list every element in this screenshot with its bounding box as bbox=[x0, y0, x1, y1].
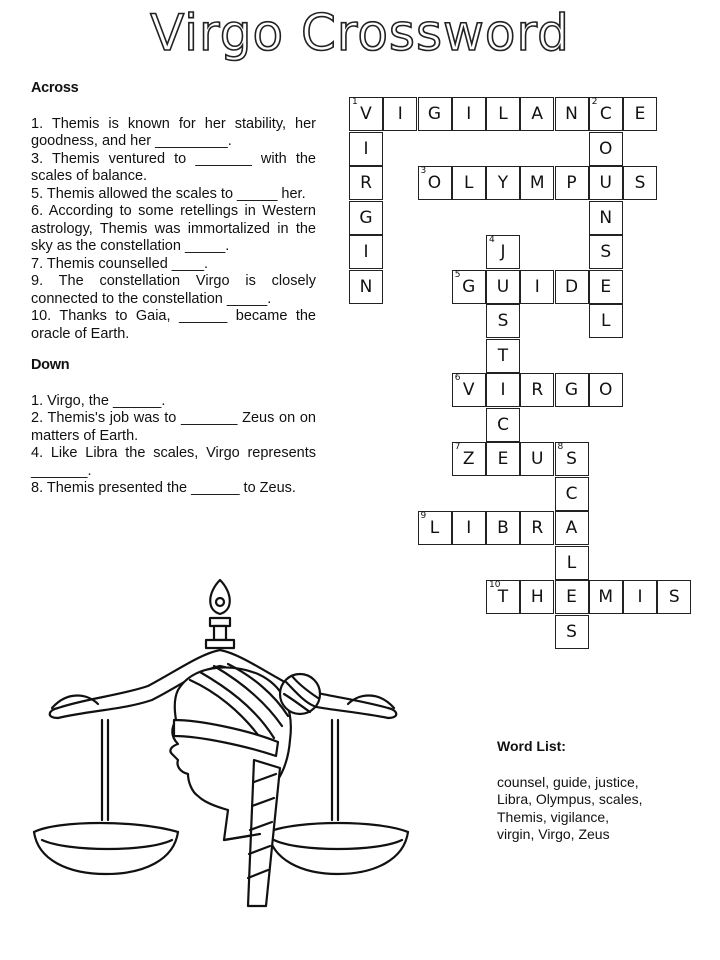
down-heading: Down bbox=[31, 357, 70, 373]
clue-across-1: 1. Themis is known for her stability, her goodness, and her _________. bbox=[31, 115, 316, 149]
grid-cell bbox=[486, 373, 520, 407]
cell-letter: G bbox=[427, 104, 442, 124]
cell-letter: N bbox=[565, 104, 578, 124]
clue-across-9: 9. The constellation Virgo is closely connected to the constellation _____. bbox=[31, 273, 316, 307]
grid-cell bbox=[452, 442, 486, 476]
cell-letter: R bbox=[360, 173, 372, 193]
grid-cell bbox=[486, 304, 520, 338]
cell-letter: I bbox=[466, 518, 472, 538]
grid-cell bbox=[418, 511, 452, 545]
grid-cell bbox=[589, 270, 623, 304]
cell-letter: S bbox=[634, 173, 646, 193]
grid-cell bbox=[418, 166, 452, 200]
cell-letter: R bbox=[531, 518, 544, 538]
grid-cell bbox=[349, 235, 383, 269]
grid-cell bbox=[486, 511, 520, 545]
grid-cell bbox=[623, 580, 657, 614]
grid-cell bbox=[486, 235, 520, 269]
themis-scales-icon bbox=[28, 570, 418, 915]
word-list-heading: Word List: bbox=[497, 738, 566, 754]
clue-number: 7 bbox=[454, 442, 461, 452]
grid-cell bbox=[555, 615, 589, 649]
grid-cell bbox=[520, 580, 554, 614]
clue-across-6: 6. According to some retellings in Western astrology, Themis was immortalized in the sky as the constellation _____. bbox=[31, 203, 316, 254]
cell-letter: T bbox=[497, 345, 509, 366]
cell-letter: P bbox=[566, 173, 577, 193]
grid-cell bbox=[589, 304, 623, 338]
clue-number: 6 bbox=[454, 373, 461, 383]
grid-cell bbox=[657, 580, 691, 614]
across-heading: Across bbox=[31, 80, 79, 96]
grid-cell bbox=[520, 166, 554, 200]
cell-letter: E bbox=[497, 449, 509, 469]
cell-letter: Y bbox=[497, 173, 509, 193]
cell-letter: M bbox=[529, 173, 545, 193]
word-list bbox=[497, 738, 647, 844]
cell-letter: C bbox=[565, 483, 578, 504]
grid-cell bbox=[623, 166, 657, 200]
grid-cell bbox=[383, 97, 417, 131]
clue-across-3: 3. Themis ventured to _______ with the scales of balance. bbox=[31, 150, 316, 184]
grid-cell bbox=[589, 201, 623, 235]
cell-letter: J bbox=[500, 242, 506, 262]
cell-letter: A bbox=[531, 104, 544, 124]
grid-cell bbox=[486, 408, 520, 442]
grid-cell bbox=[555, 546, 589, 580]
word-list-text: counsel, guide, justice, Libra, Olympus, scales, Themis, vigilance, virgin, Virgo, Zeus bbox=[497, 773, 643, 842]
grid-cell bbox=[555, 166, 589, 200]
grid-cell bbox=[555, 270, 589, 304]
cell-letter: E bbox=[566, 587, 577, 607]
clue-across-5: 5. Themis allowed the scales to _____ her. bbox=[31, 185, 306, 202]
cell-letter: L bbox=[498, 104, 508, 124]
cell-letter: U bbox=[496, 276, 510, 297]
grid-cell bbox=[520, 373, 554, 407]
cell-letter: G bbox=[359, 207, 373, 228]
grid-cell bbox=[555, 442, 589, 476]
grid-cell bbox=[520, 442, 554, 476]
grid-cell bbox=[349, 97, 383, 131]
clue-number: 10 bbox=[489, 580, 501, 590]
grid-cell bbox=[623, 97, 657, 131]
grid-cell bbox=[589, 97, 623, 131]
grid-cell bbox=[555, 580, 589, 614]
grid-cell bbox=[486, 442, 520, 476]
grid-cell bbox=[589, 373, 623, 407]
grid-cell bbox=[486, 166, 520, 200]
cell-letter: M bbox=[598, 587, 614, 607]
cell-letter: R bbox=[531, 380, 544, 400]
clue-number: 3 bbox=[420, 166, 427, 176]
grid-cell bbox=[452, 270, 486, 304]
grid-cell bbox=[349, 132, 383, 166]
cell-letter: A bbox=[565, 518, 578, 538]
cell-letter: U bbox=[531, 449, 544, 469]
cell-letter: E bbox=[600, 276, 612, 297]
grid-cell bbox=[520, 270, 554, 304]
grid-cell bbox=[589, 235, 623, 269]
cell-letter: I bbox=[466, 104, 472, 124]
cell-letter: N bbox=[359, 276, 373, 297]
cell-letter: N bbox=[599, 207, 613, 228]
grid-cell bbox=[555, 373, 589, 407]
grid-cell bbox=[520, 97, 554, 131]
clue-number: 9 bbox=[420, 511, 427, 521]
clue-number: 2 bbox=[591, 97, 598, 107]
cell-letter: V bbox=[462, 380, 475, 400]
clue-down-1: 1. Virgo, the ______. bbox=[31, 392, 166, 409]
cell-letter: L bbox=[464, 173, 474, 193]
clue-number: 4 bbox=[489, 235, 495, 245]
grid-cell bbox=[452, 97, 486, 131]
grid-cell bbox=[452, 166, 486, 200]
clue-down-4: 4. Like Libra the scales, Virgo represents _______. bbox=[31, 445, 316, 479]
cell-letter: O bbox=[599, 380, 613, 400]
cell-letter: I bbox=[397, 104, 403, 124]
clue-number: 8 bbox=[557, 442, 564, 452]
grid-cell bbox=[349, 201, 383, 235]
cell-letter: G bbox=[462, 276, 476, 297]
cell-letter: B bbox=[497, 518, 509, 538]
cell-letter: C bbox=[599, 104, 612, 124]
cell-letter: S bbox=[566, 449, 577, 469]
grid-cell bbox=[555, 511, 589, 545]
cell-letter: G bbox=[564, 380, 579, 400]
grid-cell bbox=[589, 166, 623, 200]
grid-cell bbox=[452, 511, 486, 545]
cell-letter: V bbox=[360, 104, 372, 124]
cell-letter: I bbox=[637, 587, 643, 607]
grid-cell bbox=[555, 477, 589, 511]
cell-letter: T bbox=[497, 587, 509, 607]
clue-across-7: 7. Themis counselled ____. bbox=[31, 255, 209, 272]
grid-cell bbox=[486, 270, 520, 304]
cell-letter: L bbox=[429, 518, 440, 538]
clue-number: 5 bbox=[454, 269, 461, 280]
cell-letter: H bbox=[530, 587, 544, 607]
grid-cell bbox=[349, 166, 383, 200]
cell-letter: C bbox=[497, 414, 509, 435]
grid-cell bbox=[520, 511, 554, 545]
cell-letter: D bbox=[564, 276, 579, 297]
page-title: Virgo Crossword bbox=[150, 4, 570, 62]
cell-letter: I bbox=[500, 380, 506, 400]
grid-cell bbox=[418, 97, 452, 131]
cell-letter: L bbox=[566, 552, 577, 573]
grid-cell bbox=[349, 270, 383, 304]
cell-letter: S bbox=[600, 242, 612, 262]
cell-letter: L bbox=[601, 311, 611, 331]
cell-letter: O bbox=[599, 138, 613, 159]
clue-down-2: 2. Themis's job was to _______ Zeus on on matters of Earth. bbox=[31, 410, 316, 444]
cell-letter: S bbox=[566, 621, 577, 642]
grid-cell bbox=[486, 580, 520, 614]
grid-cell bbox=[589, 580, 623, 614]
grid-cell bbox=[555, 97, 589, 131]
grid-cell bbox=[486, 339, 520, 373]
clue-number: 1 bbox=[352, 97, 358, 107]
cell-letter: S bbox=[668, 587, 680, 607]
grid-cell bbox=[486, 97, 520, 131]
clue-across-10: 10. Thanks to Gaia, ______ became the oracle of Earth. bbox=[31, 308, 316, 342]
cell-letter: I bbox=[363, 138, 369, 159]
grid-cell bbox=[589, 132, 623, 166]
grid-cell bbox=[452, 373, 486, 407]
cell-letter: O bbox=[427, 173, 442, 193]
cell-letter: Z bbox=[462, 449, 475, 469]
cell-letter: I bbox=[363, 242, 369, 262]
cell-letter: S bbox=[497, 311, 509, 331]
cell-letter: I bbox=[534, 276, 540, 297]
cell-letter: U bbox=[599, 173, 612, 193]
clue-down-8: 8. Themis presented the ______ to Zeus. bbox=[31, 480, 296, 496]
cell-letter: E bbox=[634, 104, 646, 124]
